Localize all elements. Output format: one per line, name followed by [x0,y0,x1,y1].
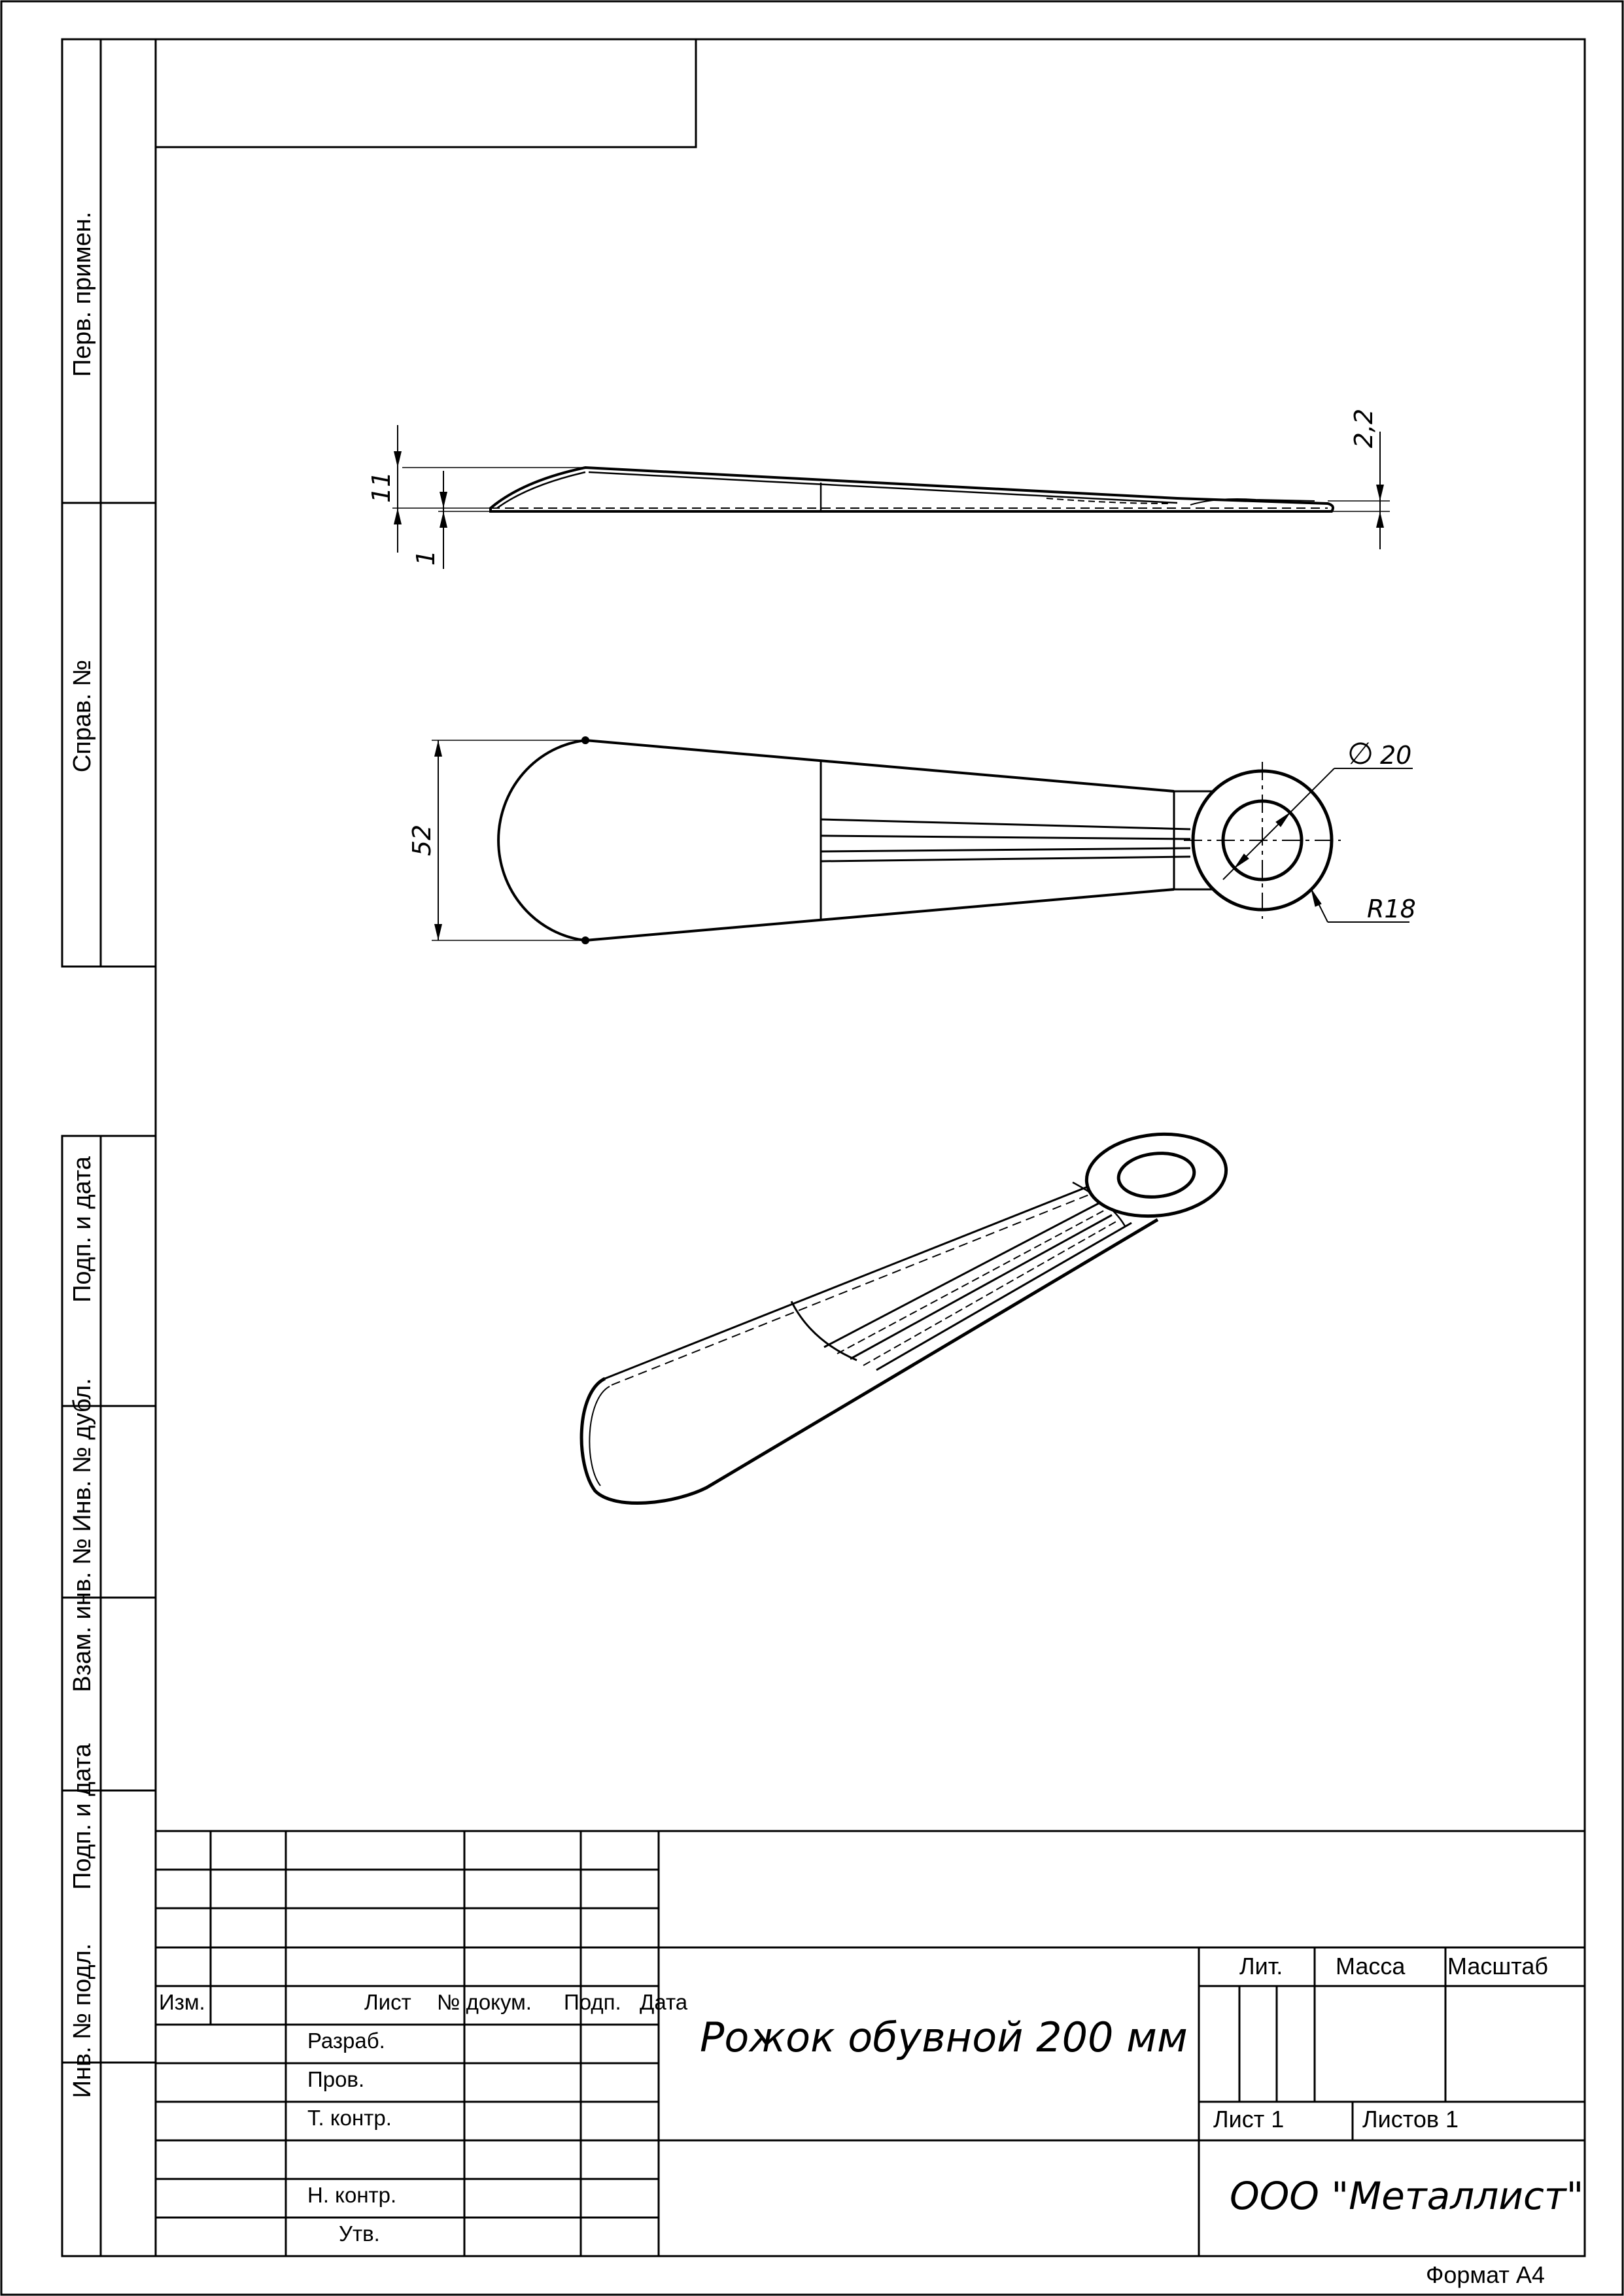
stamp-vzam-inv-no: Взам. инв. № [69,1538,96,1692]
label-lit: Лит. [1239,1953,1283,1979]
role-razrab: Разраб. [307,2029,385,2053]
dim-diameter-symbol: ∅ [1347,736,1374,771]
role-prov: Пров. [307,2067,365,2091]
label-masshtab: Масштаб [1447,1953,1549,1979]
stamp-inv-no-dubl: Инв. № дубл. [69,1378,96,1532]
role-n-kontr: Н. контр. [307,2183,397,2207]
header-izm: Изм. [159,1990,205,2014]
header-no-dokum: № докум. [437,1990,532,2014]
format-label: Формат А4 [1426,2261,1545,2288]
stamp-perv-primen: Перв. примен. [69,211,96,377]
header-data: Дата [640,1990,688,2014]
dim-thickness-1: 1 [411,549,440,566]
stamp-inv-no-podl: Инв. № подл. [69,1943,96,2099]
top-view-tangent-point [581,736,589,744]
dim-hole-diameter: 20 [1380,741,1412,770]
label-sheet: Лист 1 [1213,2106,1285,2133]
top-view-tangent-point [581,936,589,944]
label-massa: Масса [1336,1953,1406,1979]
dim-height-11: 11 [367,471,396,504]
stamp-podp-data-top: Подп. и дата [69,1156,96,1303]
drawing-designation: Рожок обувной 200 мм [700,2013,1188,2061]
dim-width-52: 52 [407,824,436,857]
stamp-podp-data-bottom: Подп. и дата [69,1743,96,1890]
label-sheets: Листов 1 [1362,2106,1459,2133]
organization-name: ООО "Металлист" [1230,2174,1584,2218]
dim-thickness-2-2: 2,2 [1349,408,1378,449]
header-podp: Подп. [564,1990,621,2014]
header-list: Лист [364,1990,411,2014]
stamp-sprav-no: Справ. № [69,659,96,773]
role-t-kontr: Т. контр. [307,2106,392,2130]
dim-ring-radius: R18 [1367,895,1416,923]
role-utv: Утв. [339,2221,380,2246]
